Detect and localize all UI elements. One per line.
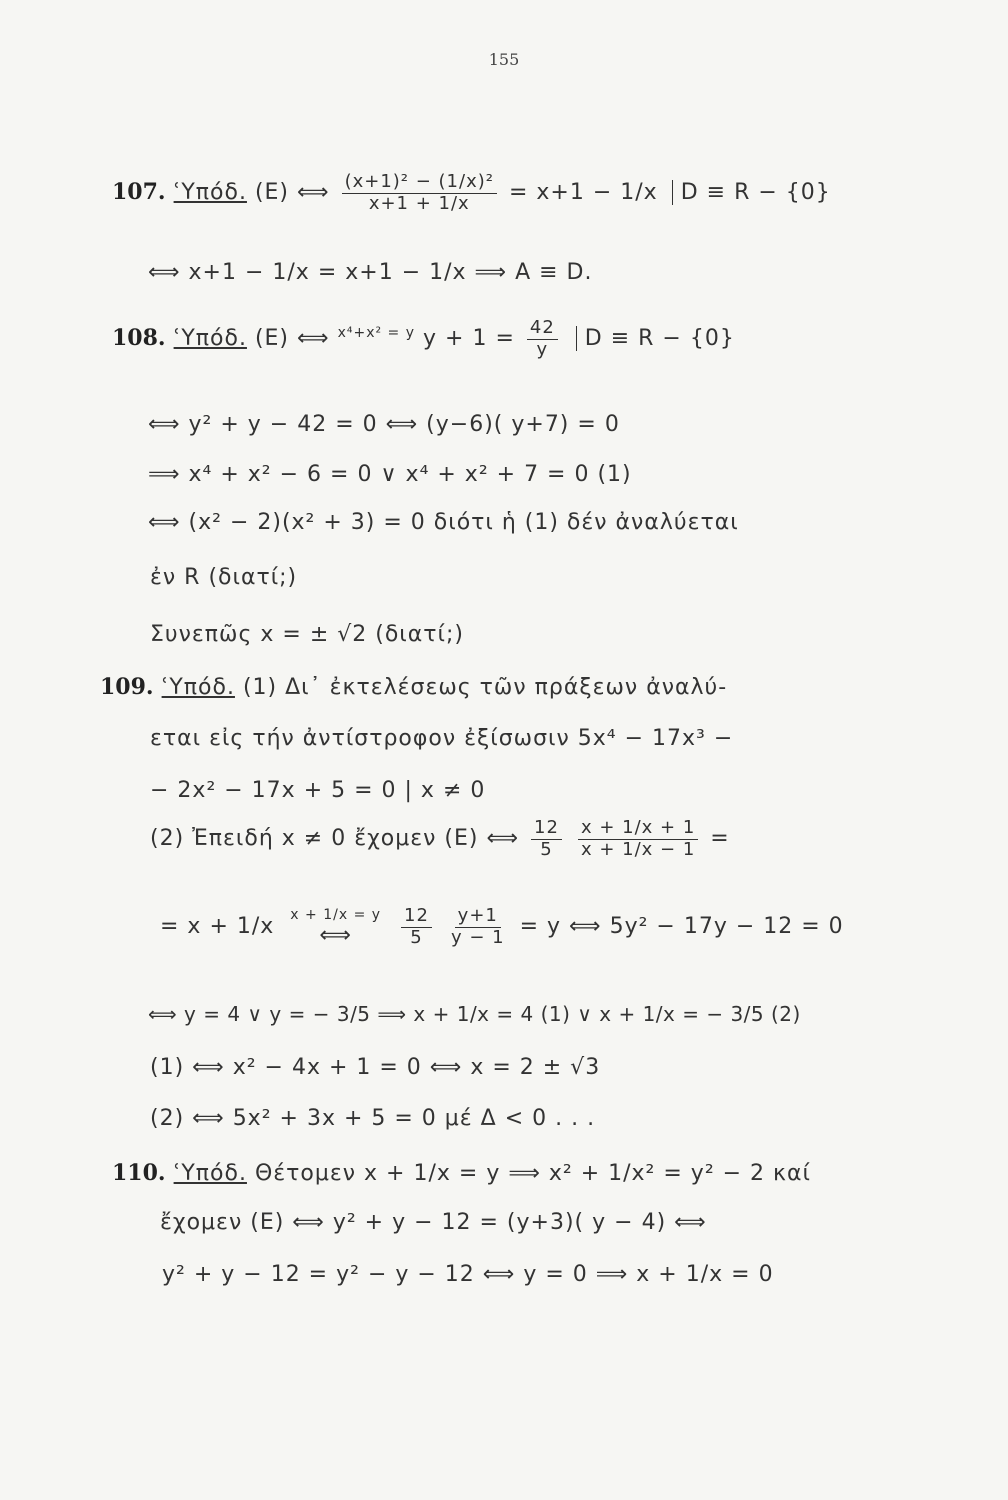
text: Θέτομεν x + 1/x = y ⟹ x² + 1/x² = y² − 2 καί xyxy=(254,1161,811,1186)
fraction xyxy=(448,906,508,948)
hint-label: ʿΥπόδ. xyxy=(173,180,247,206)
denominator: 5 xyxy=(540,838,553,860)
numerator: 42 xyxy=(527,318,558,340)
exercise-109-line-8: (2) ⟺ 5x² + 3x + 5 = 0 μέ Δ < 0 . . . xyxy=(150,1106,596,1131)
exercise-109-line-6: ⟺ y = 4 ∨ y = − 3/5 ⟹ x + 1/x = 4 (1) ∨ x + 1/x = − 3/5 (2) xyxy=(148,1002,801,1026)
denominator: x+1 + 1/x xyxy=(368,192,470,214)
text: (1) Δι᾿ ἐκτελέσεως τῶν πράξεων ἀναλύ- xyxy=(242,675,728,700)
exercise-108-number: 108. xyxy=(112,325,166,352)
exercise-108-line-1 xyxy=(112,318,741,360)
numerator: 12 xyxy=(401,906,432,928)
exercise-107-line-2: ⟺ x+1 − 1/x = x+1 − 1/x ⟹ A ≡ D. xyxy=(148,260,593,285)
equation-part: (Ε) ⟺ xyxy=(254,180,330,206)
exercise-110-line-3: y² + y − 12 = y² − y − 12 ⟺ y = 0 ⟹ x + 1/x = 0 xyxy=(162,1262,774,1287)
denominator: y − 1 xyxy=(450,926,505,948)
exercise-108-line-4: ⟺ (x² − 2)(x² + 3) = 0 διότι ἡ (1) δέν ἀναλύεται xyxy=(148,510,739,535)
hint-label: ʿΥπόδ. xyxy=(173,326,247,352)
equation-part: = x+1 − 1/x xyxy=(508,180,658,206)
denominator: 5 xyxy=(410,926,423,948)
equation-part: = xyxy=(710,826,730,852)
exercise-109-line-2: εται εἰς τήν ἀντίστροφον ἐξίσωσιν 5x⁴ − 17x³ − xyxy=(150,726,734,751)
exercise-109-number: 109. xyxy=(100,674,154,700)
exercise-107-number: 107. xyxy=(112,179,166,206)
equation-part: (Ε) ⟺ xyxy=(254,326,330,352)
exercise-107-line-1 xyxy=(112,172,837,214)
exercise-109-line-7: (1) ⟺ x² − 4x + 1 = 0 ⟺ x = 2 ± √3 xyxy=(150,1055,601,1080)
exercise-109-line-3: − 2x² − 17x + 5 = 0 | x ≠ 0 xyxy=(150,778,486,803)
equation-part: (2) Ἐπειδή x ≠ 0 ἔχομεν (Ε) ⟺ xyxy=(150,826,520,852)
denominator: y xyxy=(536,338,549,360)
exercise-108-line-5: ἐν R (διατί;) xyxy=(150,565,298,590)
numerator: 12 xyxy=(531,818,562,840)
arrow-annotation: x⁴+x² = y xyxy=(337,324,416,341)
annotated-arrow xyxy=(290,907,381,948)
hint-label: ʿΥπόδ. xyxy=(173,1161,247,1186)
equivalence-arrow: ⟺ xyxy=(319,922,352,948)
fraction xyxy=(578,818,698,860)
equation-part: = y ⟺ 5y² − 17y − 12 = 0 xyxy=(519,914,844,940)
exercise-109-line-5 xyxy=(160,906,844,948)
hint-label: ʿΥπόδ. xyxy=(161,675,235,700)
exercise-110-line-2: ἔχομεν (Ε) ⟺ y² + y − 12 = (y+3)( y − 4) ⟺ xyxy=(160,1210,707,1235)
fraction xyxy=(342,172,497,214)
exercise-108-line-3: ⟹ x⁴ + x² − 6 = 0 ∨ x⁴ + x² + 7 = 0 (1) xyxy=(148,462,632,487)
numerator: (x+1)² − (1/x)² xyxy=(342,172,497,194)
numerator: x + 1/x + 1 xyxy=(578,818,698,840)
domain-note: D ≡ R − {0} xyxy=(576,326,735,351)
fraction xyxy=(527,318,558,360)
fraction xyxy=(401,906,432,948)
exercise-110-number: 110. xyxy=(112,1160,166,1186)
equation-part: y + 1 = xyxy=(423,326,515,352)
fraction xyxy=(531,818,562,860)
numerator: y+1 xyxy=(455,906,501,928)
arrow-annotation: x + 1/x = y xyxy=(290,906,382,923)
exercise-109-line-1 xyxy=(100,674,727,700)
exercise-108-line-6: Συνεπῶς x = ± √2 (διατί;) xyxy=(150,622,464,647)
exercise-109-line-4 xyxy=(150,818,730,860)
domain-note: D ≡ R − {0} xyxy=(672,180,831,205)
exercise-110-line-1 xyxy=(112,1160,811,1186)
equation-part: = x + 1/x xyxy=(160,914,275,940)
denominator: x + 1/x − 1 xyxy=(580,838,696,860)
page-number: 155 xyxy=(488,50,520,69)
exercise-108-line-2: ⟺ y² + y − 42 = 0 ⟺ (y−6)( y+7) = 0 xyxy=(148,412,620,437)
